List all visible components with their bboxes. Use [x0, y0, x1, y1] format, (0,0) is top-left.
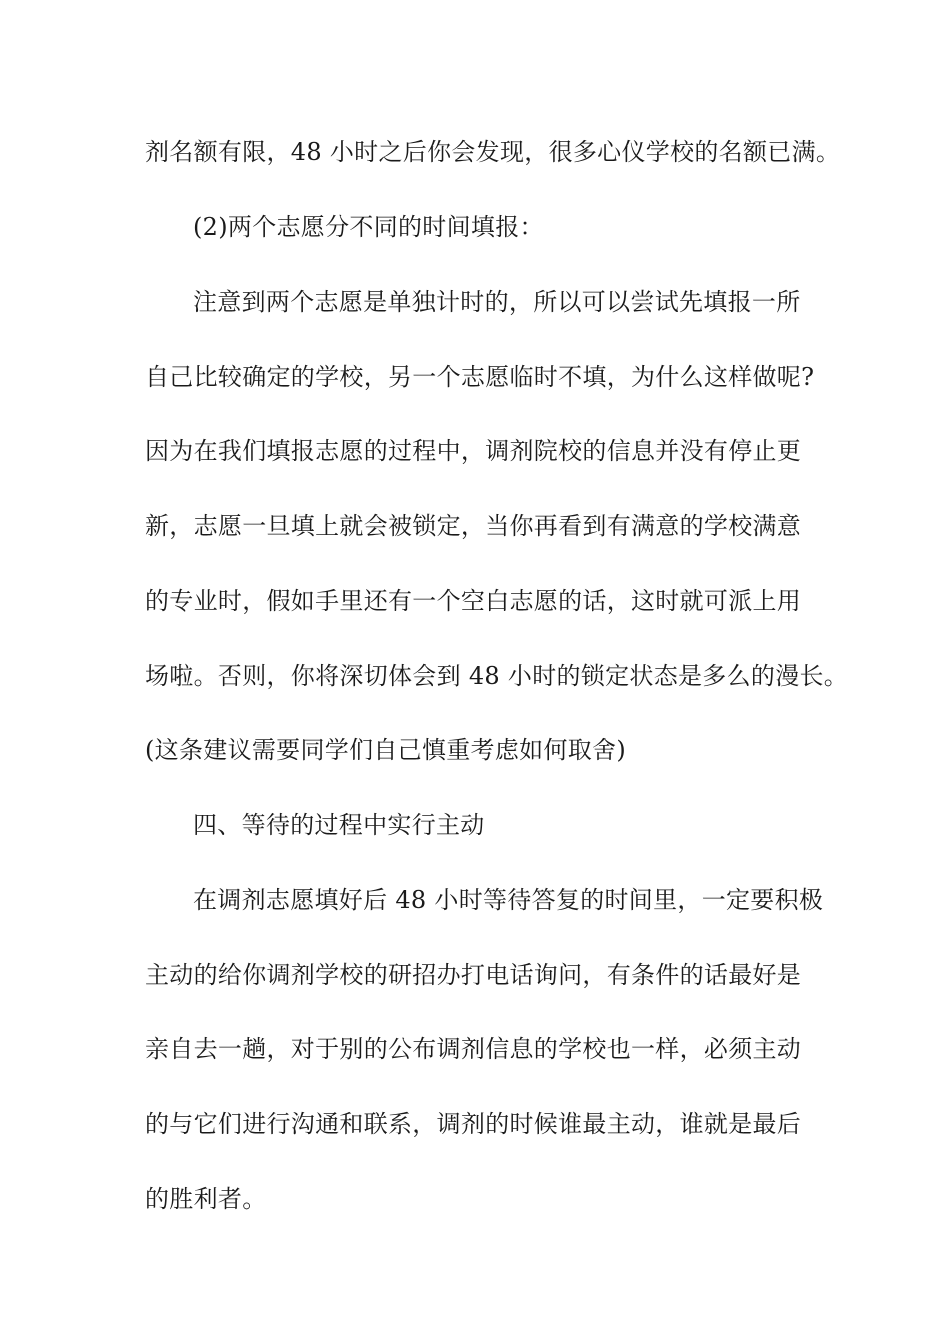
text-line: 场啦。否则，你将深切体会到 48 小时的锁定状态是多么的漫长。: [145, 662, 849, 690]
text-line: 剂名额有限，48 小时之后你会发现，很多心仪学校的名额已满。: [145, 138, 841, 166]
text-line: 注意到两个志愿是单独计时的，所以可以尝试先填报一所: [193, 288, 801, 316]
text-line: 亲自去一趟，对于别的公布调剂信息的学校也一样，必须主动: [145, 1035, 802, 1063]
text-line: 的与它们进行沟通和联系，调剂的时候谁最主动，谁就是最后: [145, 1110, 802, 1138]
text-line: 的专业时，假如手里还有一个空白志愿的话，这时就可派上用: [145, 587, 802, 615]
text-line: 的胜利者。: [145, 1185, 267, 1213]
text-line: 自己比较确定的学校，另一个志愿临时不填，为什么这样做呢?: [145, 363, 815, 391]
section-heading: 四、等待的过程中实行主动: [193, 811, 485, 839]
text-line: 因为在我们填报志愿的过程中，调剂院校的信息并没有停止更: [145, 437, 802, 465]
text-line: 新，志愿一旦填上就会被锁定，当你再看到有满意的学校满意: [145, 512, 802, 540]
text-line: (2)两个志愿分不同的时间填报：: [193, 213, 544, 241]
text-line: 主动的给你调剂学校的研招办打电话询问，有条件的话最好是: [145, 961, 802, 989]
text-line: 在调剂志愿填好后 48 小时等待答复的时间里，一定要积极: [193, 886, 824, 914]
text-line: (这条建议需要同学们自己慎重考虑如何取舍): [145, 736, 627, 764]
